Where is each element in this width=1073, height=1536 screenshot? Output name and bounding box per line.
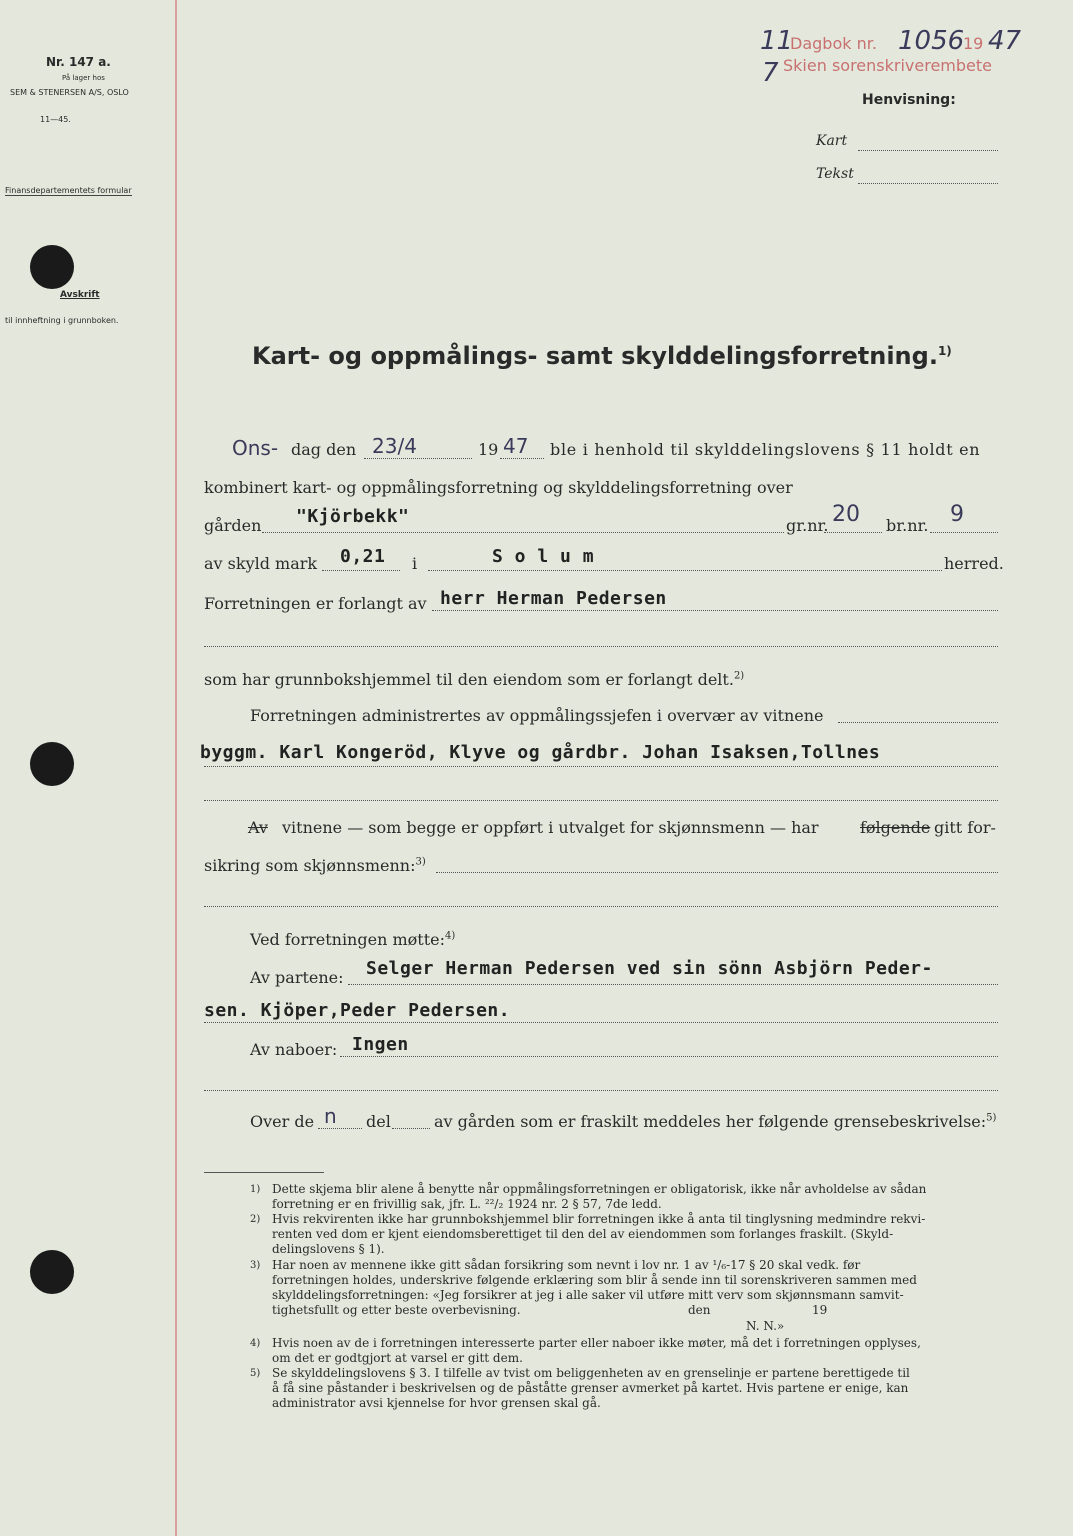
footnote-3-sign: N. N.» [746,1319,785,1333]
footnote-5-line3: administrator avsi kjennelse for hvor grensen skal gå. [272,1396,601,1410]
year-prefix: 19 [478,440,499,459]
municipality: S o l u m [492,546,595,567]
dagbok-number: 1056 [898,26,965,56]
henvisning-label: Henvisning: [862,92,956,108]
copy-note: til innheftning i grunnboken. [5,316,119,325]
grnr-value: 20 [832,502,860,527]
publisher-line2: SEM & STENERSEN A/S, OSLO [10,88,129,97]
partene-line2-fill [204,1022,998,1023]
skyld-value: 0,21 [340,546,386,567]
admin-line-fill [838,722,998,723]
hand-mark-1: 11 [760,26,794,56]
punch-hole-icon [30,742,74,786]
copy-label: Avskrift [60,290,100,300]
admin-line: Forretningen administrertes av oppmålingssjefen i overvær av vitnene [250,706,824,725]
footnote-4-line2: om det er godtgjort at varsel er gitt dem. [272,1351,523,1365]
footnote-3-line2: forretningen holdes, underskrive følgende erklæring som blir å sende inn til sorenskriveren sammen med [272,1273,917,1287]
farm-name: "Kjörbekk" [296,506,410,527]
partene-fill [348,984,998,985]
over-label: Over de [250,1112,315,1131]
grnr-label: gr.nr. [786,516,829,535]
year-hand: 47 [503,434,529,458]
year-line [500,458,544,459]
brnr-value: 9 [950,502,964,527]
footnote-2-line1: Hvis rekvirenten ikke har grunnbokshjemmel blir forretningen ikke å anta til tinglysning medmindre rekvi- [272,1212,926,1226]
requested-label: Forretningen er forlangt av [204,594,427,613]
i-label: i [412,554,418,573]
date-hand: 23/4 [372,434,417,458]
over-hand: n [324,1104,337,1128]
office-stamp: Skien sorenskriverembete [783,56,992,75]
tekst-label: Tekst [816,166,854,182]
kart-line [858,150,998,151]
footnote-3-year: 19 [812,1303,828,1317]
footnote-3-line3: skylddelingsforretningen: «Jeg forsikrer at jeg i alle saker vil utføre mitt verv som skjønnsmann samvit- [272,1288,904,1302]
footnote-num: 5) [250,1368,261,1379]
grunnbok-line: som har grunnbokshjemmel til den eiendom som er forlangt delt.$^{2)}$ [204,670,745,689]
naboer-fill [340,1056,998,1057]
over-fill [318,1128,362,1129]
date-line [364,458,472,459]
ministry-label: Finansdepartementets formular [5,186,132,195]
footnote-3-line1: Har noen av mennene ikke gitt sådan forsikring som nevnt i lov nr. 1 av ¹/₆-17 § 20 skal vedk. før [272,1258,861,1272]
footnote-3-line4: tighetsfullt og etter beste overbevisning. [272,1303,521,1317]
del-fill [392,1128,430,1129]
partene-line2: sen. Kjöper,Peder Pedersen. [204,1000,511,1021]
naboer-value: Ingen [352,1034,409,1055]
margin-line [175,0,177,1536]
footnote-2-line2: renten ved dom er kjent eiendomsberettiget til den del av eiendommen som forlanges fraskilt. (Skyld- [272,1227,894,1241]
requested-line [432,610,998,611]
footnote-2-line3: delingslovens § 1). [272,1242,385,1256]
farm-line [262,532,784,533]
weekday-hand: Ons- [232,436,279,460]
sikring-line: sikring som skjønnsmenn:$^{3)}$ [204,856,426,875]
page-title: Kart- og oppmålings- samt skylddelingsforretning.$^{1)}$ [252,342,952,370]
folgende-strike: følgende [860,818,931,837]
footnote-1-line1: Dette skjema blir alene å benytte når oppmålingsforretningen er obligatorisk, ikke når avholdelse av sådan [272,1182,927,1196]
motte-line: Ved forretningen møtte:$^{4)}$ [250,930,456,949]
line2: kombinert kart- og oppmålingsforretning og skylddelingsforretning over [204,478,793,497]
dagbok-year-suffix: 47 [988,26,1022,56]
partene-label: Av partene: [250,968,344,987]
av-strike: Av [248,818,268,837]
footnote-num: 4) [250,1338,261,1349]
footnote-num: 2) [250,1214,261,1225]
form-number: Nr. 147 a. [46,55,111,69]
requested-by: herr Herman Pedersen [440,588,667,609]
over-rest: av gården som er fraskilt meddeles her følgende grensebeskrivelse:$^{5)}$ [434,1112,997,1131]
partene-line1: Selger Herman Pedersen ved sin sönn Asbjörn Peder- [366,958,933,979]
gitt-for: gitt for- [934,818,996,837]
tekst-line [858,183,998,184]
footnote-num: 1) [250,1184,261,1195]
blank-line-3 [204,906,998,907]
del-label: del [366,1112,391,1131]
hand-mark-2: 7 [762,58,779,88]
brnr-label: br.nr. [886,516,929,535]
blank-line-2 [204,800,998,801]
witnesses-line [204,766,998,767]
garden-label: gården [204,516,262,535]
footnote-1-line2: forretning er en frivillig sak, jfr. L. ²²/₂ 1924 nr. 2 § 57, 7de ledd. [272,1197,662,1211]
witnesses: byggm. Karl Kongeröd, Klyve og gårdbr. Johan Isaksen,Tollnes [200,742,881,763]
footnote-4-line1: Hvis noen av de i forretningen interesserte parter eller naboer ikke møter, må det i forretningen opplyses, [272,1336,921,1350]
naboer-label: Av naboer: [250,1040,338,1059]
vitnene-line: vitnene — som begge er oppført i utvalget for skjønnsmenn — har [282,818,819,837]
sikring-fill [436,872,998,873]
dag-label: dag den [291,440,357,459]
punch-hole-icon [30,1250,74,1294]
kart-label: Kart [816,133,848,149]
line1-rest: ble i henhold til skylddelingslovens § 11 holdt en [550,440,981,459]
footnote-rule [204,1172,324,1173]
municipality-line [428,570,942,571]
date-code: 11—45. [40,115,71,124]
footnote-num: 3) [250,1260,261,1271]
publisher-line1: På lager hos [62,74,105,82]
dagbok-label: Dagbok nr. [790,34,877,53]
brnr-line [930,532,998,533]
herred-label: herred. [944,554,1004,573]
footnote-3-den: den [688,1303,711,1317]
skyld-line [322,570,400,571]
dagbok-year-prefix: 19 [963,34,984,53]
skyld-label: av skyld mark [204,554,318,573]
punch-hole-icon [30,245,74,289]
footnote-5-line2: å få sine påstander i beskrivelsen og de påståtte grenser avmerket på kartet. Hvis partene er enige, kan [272,1381,909,1395]
footnote-5-line1: Se skylddelingslovens § 3. I tilfelle av tvist om beliggenheten av en grenselinje er partene berettigede til [272,1366,910,1380]
blank-line-4 [204,1090,998,1091]
blank-line-1 [204,646,998,647]
grnr-line [824,532,882,533]
